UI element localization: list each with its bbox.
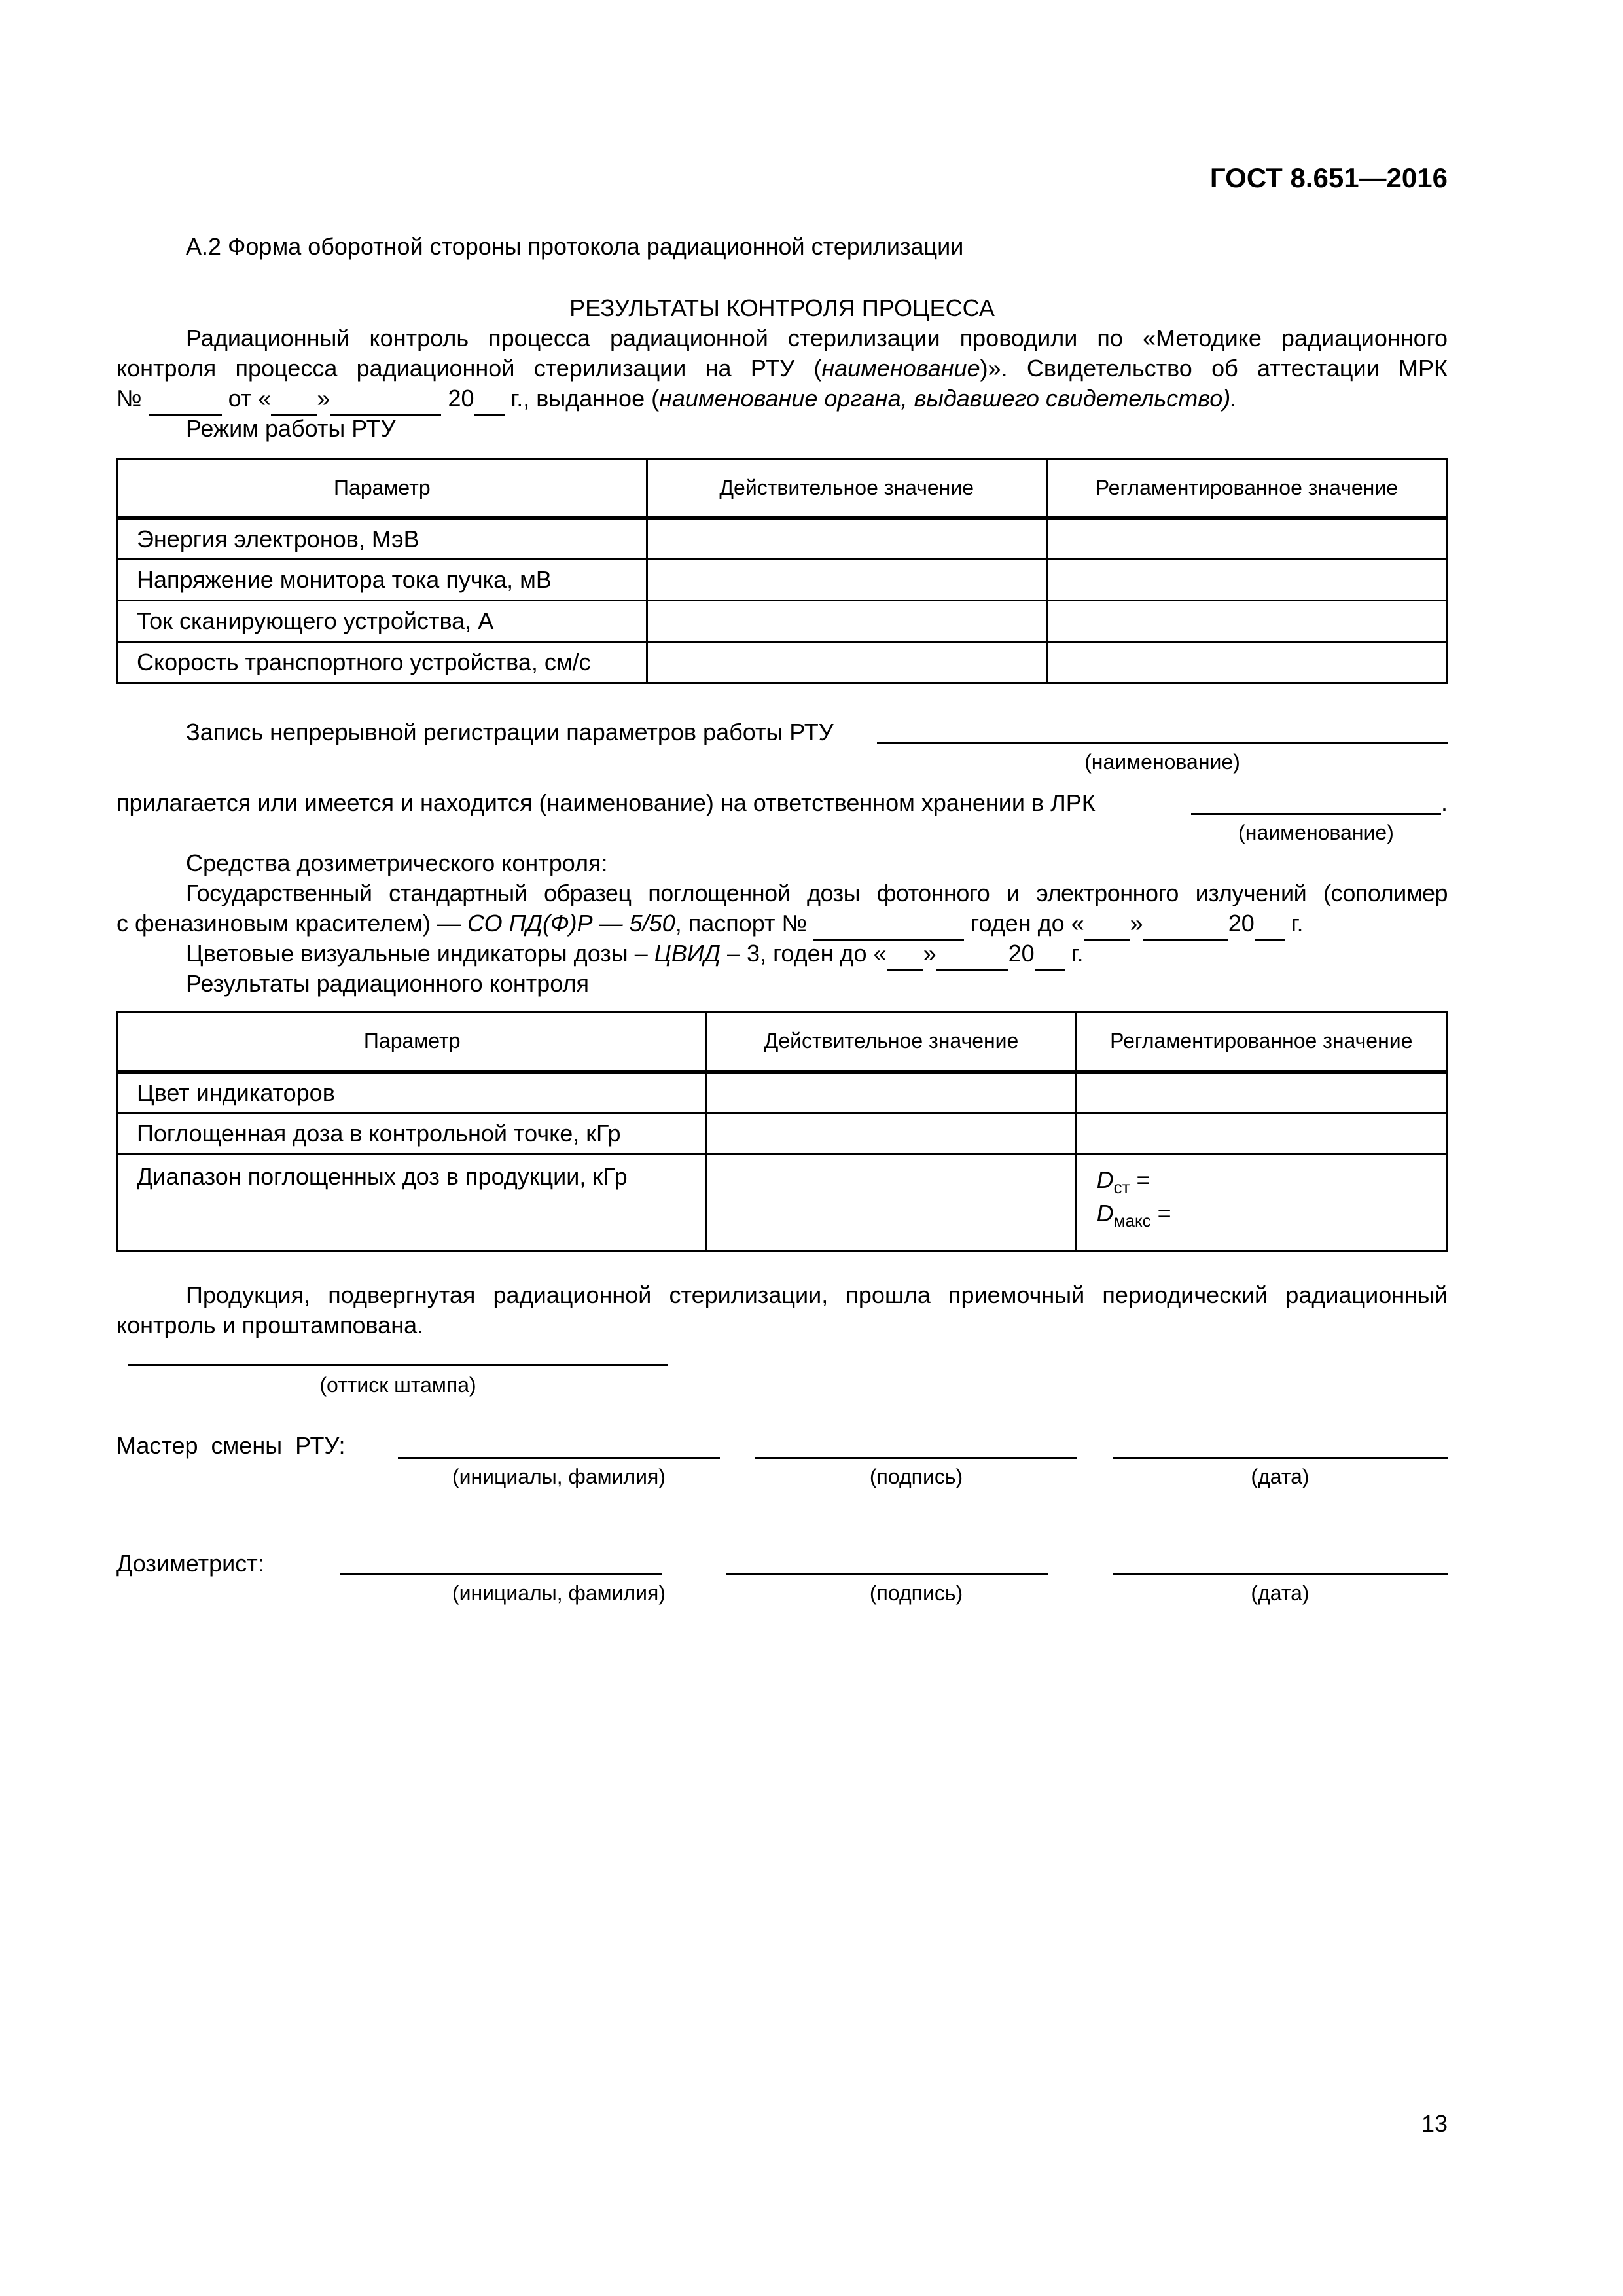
passport-number-blank[interactable] — [813, 908, 964, 941]
stamp-caption: (оттиск штампа) — [319, 1373, 476, 1397]
table-row: Ток сканирующего устройства, А — [118, 601, 1447, 642]
table-row: Энергия электронов, МэВ — [118, 518, 1447, 560]
dosimetrist-label: Дозиметрист: — [116, 1550, 264, 1577]
master-date-blank[interactable] — [1113, 1457, 1448, 1459]
intro-line-2: контроля процесса радиационной стерилизации на РТУ (наименование)». Свидетельство об аттестации МРК — [116, 355, 1448, 382]
valid-day-blank[interactable] — [1084, 908, 1130, 941]
dosimetrist-date-caption: (дата) — [1251, 1581, 1310, 1605]
lrk-name-blank[interactable] — [1191, 813, 1441, 815]
regulated-value-cell[interactable] — [1046, 642, 1446, 683]
record-text: Запись непрерывной регистрации параметров работы РТУ — [186, 719, 834, 745]
table-row: Диапазон поглощенных доз в продукции, кГр $D_{ст}$ = $D_{макс}$ = — [118, 1155, 1447, 1251]
header-regulated: Регламентированное значение — [1046, 459, 1446, 518]
year-blank[interactable] — [474, 384, 505, 416]
table-header-row — [118, 1012, 1447, 1072]
regulated-value-cell[interactable] — [1046, 518, 1446, 560]
valid-month-blank[interactable] — [1143, 908, 1228, 941]
regulated-value-cell[interactable] — [1076, 1155, 1446, 1251]
actual-value-cell[interactable] — [647, 601, 1046, 642]
d-st-formula: $D_{ст}$ = — [1096, 1166, 1150, 1198]
master-name-caption: (инициалы, фамилия) — [452, 1465, 666, 1488]
lrk-caption: (наименование) — [1238, 821, 1394, 844]
document-code: ГОСТ 8.651—2016 — [1209, 162, 1448, 193]
regulated-value-cell[interactable] — [1046, 560, 1446, 601]
conclusion-line-2: контроль и проштампована. — [116, 1312, 424, 1338]
conclusion-line-1: Продукция, подвергнутая радиационной стерилизации, прошла приемочный периодический радиационный — [186, 1282, 1448, 1308]
header-parameter: Параметр — [118, 1012, 707, 1072]
page-number: 13 — [1421, 2110, 1448, 2137]
attached-text: прилагается или имеется и находится (наименование) на ответственном хранении в ЛРК — [116, 789, 1096, 816]
header-actual: Действительное значение — [707, 1012, 1076, 1072]
indicator-day-blank[interactable] — [887, 939, 923, 971]
header-parameter: Параметр — [118, 459, 647, 518]
d-max-formula: $D_{макс}$ = — [1096, 1200, 1171, 1231]
dosimetrist-name-blank[interactable] — [340, 1573, 662, 1575]
record-caption: (наименование) — [1084, 750, 1240, 774]
results-heading: РЕЗУЛЬТАТЫ КОНТРОЛЯ ПРОЦЕССА — [569, 295, 995, 321]
operating-mode-table — [116, 458, 1448, 684]
actual-value-cell[interactable] — [707, 1113, 1076, 1155]
section-title: А.2 Форма оборотной стороны протокола радиационной стерилизации — [186, 233, 964, 260]
header-actual: Действительное значение — [647, 459, 1046, 518]
control-results-table — [116, 1011, 1448, 1252]
table-row: Цвет индикаторов — [118, 1072, 1447, 1113]
table-header-row — [118, 459, 1447, 518]
table-row: Скорость транспортного устройства, см/с — [118, 642, 1447, 683]
mode-label: Режим работы РТУ — [186, 415, 396, 442]
master-signature-blank[interactable] — [755, 1457, 1077, 1459]
master-label: Мастер смены РТУ: — [116, 1432, 346, 1459]
master-name-blank[interactable] — [398, 1457, 720, 1459]
dosimetry-line-1: Государственный стандартный образец поглощенной дозы фотонного и электронного излучений (сополимер — [186, 880, 1448, 906]
dosimetry-heading: Средства дозиметрического контроля: — [186, 850, 608, 876]
record-name-blank[interactable] — [877, 742, 1448, 744]
actual-value-cell[interactable] — [647, 642, 1046, 683]
dosimetry-line-2: с феназиновым красителем) — СО ПД(Ф)Р — 5/50, паспорт № годен до « » 20 г. — [116, 908, 1304, 941]
intro-line-3: № от « » 20 г., выданное (наименование органа, выдавшего свидетельство). — [116, 384, 1237, 416]
month-blank[interactable] — [330, 384, 441, 416]
actual-value-cell[interactable] — [707, 1155, 1076, 1251]
regulated-value-cell[interactable] — [1076, 1072, 1446, 1113]
day-blank[interactable] — [271, 384, 317, 416]
results-label: Результаты радиационного контроля — [186, 970, 589, 997]
valid-year-blank[interactable] — [1255, 908, 1285, 941]
intro-line-1: Радиационный контроль процесса радиационной стерилизации проводили по «Методике радиационного — [186, 325, 1448, 351]
table-row: Напряжение монитора тока пучка, мВ — [118, 560, 1447, 601]
table-row: Поглощенная доза в контрольной точке, кГр — [118, 1113, 1447, 1155]
indicator-month-blank[interactable] — [936, 939, 1008, 971]
indicator-year-blank[interactable] — [1035, 939, 1065, 971]
actual-value-cell[interactable] — [647, 518, 1046, 560]
header-regulated: Регламентированное значение — [1076, 1012, 1446, 1072]
dosimetrist-date-blank[interactable] — [1113, 1573, 1448, 1575]
regulated-value-cell[interactable] — [1076, 1113, 1446, 1155]
stamp-blank[interactable] — [128, 1364, 668, 1366]
dosimetrist-signature-caption: (подпись) — [869, 1581, 963, 1605]
mrk-number-blank[interactable] — [149, 384, 222, 416]
dosimetrist-name-caption: (инициалы, фамилия) — [452, 1581, 666, 1605]
dosimetry-line-3: Цветовые визуальные индикаторы дозы – ЦВИД – 3, годен до « » 20 г. — [186, 939, 1083, 971]
attached-end: . — [1441, 789, 1448, 816]
master-date-caption: (дата) — [1251, 1465, 1310, 1488]
actual-value-cell[interactable] — [707, 1072, 1076, 1113]
regulated-value-cell[interactable] — [1046, 601, 1446, 642]
master-signature-caption: (подпись) — [869, 1465, 963, 1488]
actual-value-cell[interactable] — [647, 560, 1046, 601]
dosimetrist-signature-blank[interactable] — [726, 1573, 1048, 1575]
